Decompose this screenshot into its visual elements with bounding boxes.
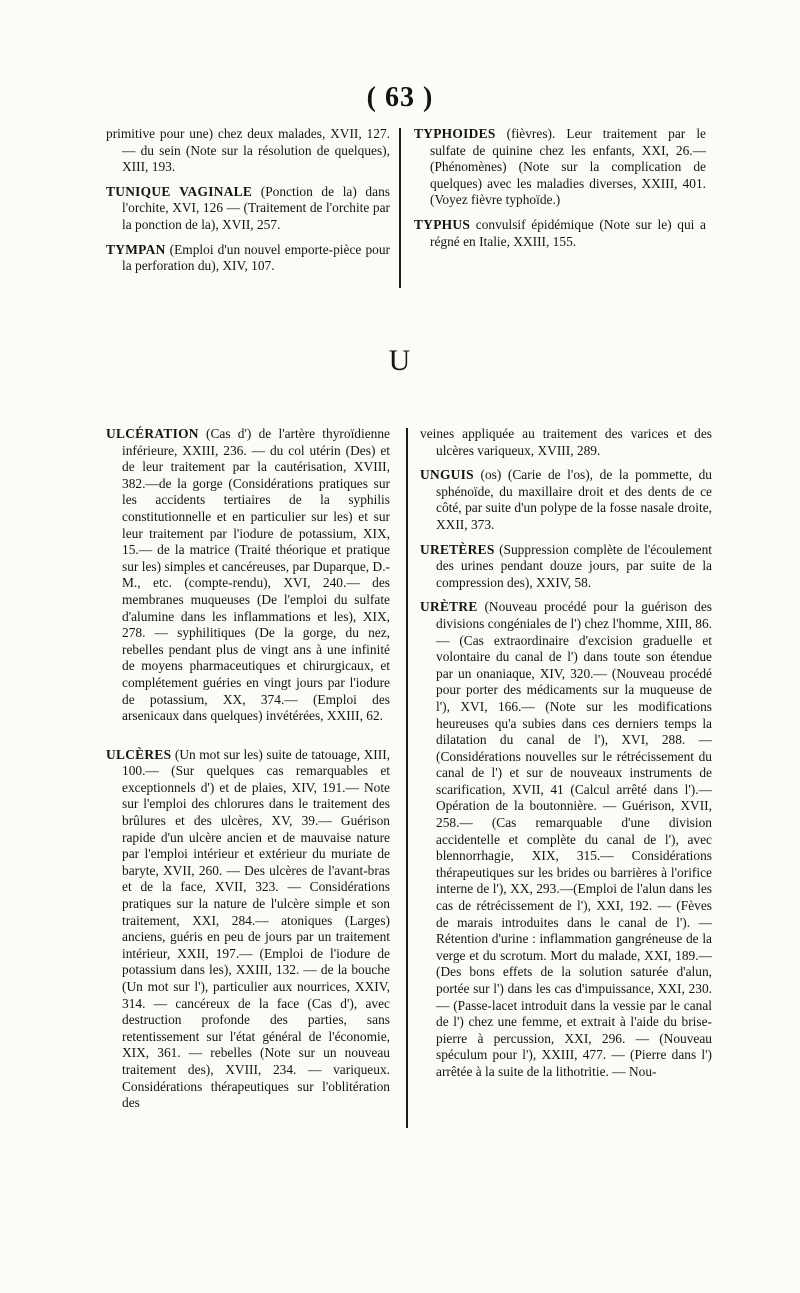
entry-text: (Un mot sur les) suite de tatouage, XIII, 100.— (Sur quelques cas remarquables et exceptionnels d') et de plaies, XIV, 191.— Note sur l'emploi des chlorures dans le traitement des brûlures et des ulcères, XV, 39.— Guérison rapide d'un ulcère ancien et de mauvaise nature par l'emploi intérieur et extérieur du muriate de baryte, XVII, 260. — Des ulcères de l'avant-bras et de la face, XVII, 323. — Considérations pratiques sur la nature de l'ulcère simple et son traitement, XXI, 284.— atoniques (Larges) anciens, guéris en peu de jours par un traitement intérieur, XXII, 197.— (Emploi de l'iodure de potassium dans les), XXIII, 132. — de la bouche (Un mot sur l'), particulier aux nourrices, XXIV, 314. — cancéreux de la face (Cas d'), avec destruction profonde des parties, sans retentissement sur l'état général de l'économie, XIX, 361. — rebelles (Note sur un nouveau traitement des), XVIII, 234. — variqueux. Considérations thérapeutiques sur l'oblitération des — [122, 746, 390, 1111]
bottom-left-column — [106, 426, 390, 1112]
entry-ulceres — [106, 747, 390, 1112]
top-right-column — [414, 126, 706, 250]
entry-text: convulsif épidémique (Note sur le) qui a régné en Italie, XXIII, 155. — [430, 216, 706, 249]
entry-text: (Suppression complète de l'écoulement des urines pendant douze jours, par suite de la compression des), XXIV, 58. — [436, 541, 712, 590]
entry-tunique-vaginale — [106, 184, 390, 234]
bottom-column-rule — [406, 428, 408, 1128]
entry-ureteres — [420, 542, 712, 592]
entry-text: (Cas d') de l'artère thyroïdienne inférieure, XXIII, 236. — du col utérin (Des) et de leur traitement par la cautérisation, XVIII, 382.—de la gorge (Considérations pratiques sur les accidents tertiaires de la syphilis constitutionnelle et en particulier sur les) et sur leur traitement par l'iodure de potassium, XIX, 15.— de la matrice (Traité théorique et pratique sur les) simples et cancéreuses, par Duparque, D.-M., etc. (compte-rendu), XVI, 240.— des membranes muqueuses (De l'emploi du sulfate d'alumine dans les inflammations et les), XIX, 278. — syphilitiques (De la gorge, du nez, rebelles pendant plus de vingt ans à une infinité de moyens pharmaceutiques et chirurgicaux, et complétement guéries en vingt jours par l'iodure de potassium, XX, 374.— (Emploi des arsenicaux dans quelques) invétérées, XXIII, 62. — [122, 426, 390, 724]
section-letter: U — [388, 344, 412, 377]
entry-text: veines appliquée au traitement des varices et des ulcères variqueux, XVIII, 289. — [420, 426, 712, 458]
entry-text: (Emploi d'un nouvel emporte-pièce pour la perforation du), XIV, 107. — [122, 241, 390, 274]
entry-head: ULCÈRES — [106, 746, 172, 762]
entry-ulceration — [106, 426, 390, 725]
entry-text: primitive pour une) chez deux malades, XVII, 127. — du sein (Note sur la résolution de quelques), XIII, 193. — [106, 126, 390, 175]
entry-uretre — [420, 599, 712, 1080]
entry-head: ULCÉRATION — [106, 426, 199, 441]
entry-head: TUNIQUE VAGINALE — [106, 183, 253, 199]
entry-unguis — [420, 467, 712, 533]
entry-typhoides — [414, 126, 706, 209]
entry-text: (Nouveau procédé pour la guérison des divisions congéniales de l') chez l'homme, XIII, 86. — (Cas extraordinaire d'excision graduelle et volontaire du canal de l') dans toute son étendue par un onaniaque, XIV, 320.— (Nouveau procédé pour porter des médicaments sur la muqueuse de l'), XVI, 166.— (Note sur les modifications heureuses qu'a subies dans ces derniers temps la dilatation du canal de l'), XVI, 288. — (Considérations nouvelles sur le rétrécissement du canal de l') et sur de nouveaux instruments de scarification, XVII, 41 (Calcul arrêté dans l').— Opération de la boutonnière. — Guérison, XVII, 258.— (Cas remarquable d'une division accidentelle et complète du canal de l'), avec blennorrhagie, XIX, 315.— Considérations thérapeutiques sur les brides ou barrières à l'orifice interne de l'), XX, 293.—(Emploi de l'alun dans les cas de rétrécissement de l'), XXI, 192. — (Fèves de marais introduites dans le canal de l'). — Rétention d'urine : inflammation gangréneuse de la verge et du scrotum. Mort du malade, XXI, 189.—(Des bons effets de la solution saturée d'alun, portée sur l') dans les cas d'impuissance, XXI, 230. — (Passe-lacet introduit dans la vessie par le canal de l') chez une femme, et extrait à l'aide du brise-pierre à percussion, XXI, 296. — (Nouveau spéculum pour l'), XXIII, 477. — (Pierre dans l') arrêtée à la suite de la lithotritie. — Nou- — [436, 599, 712, 1079]
entry-typhus — [414, 217, 706, 250]
entry-head: TYMPAN — [106, 241, 166, 257]
top-left-column — [106, 126, 390, 275]
entry-head: URETÈRES — [420, 541, 495, 557]
entry-head: TYPHUS — [414, 216, 471, 232]
entry-continuation — [106, 126, 390, 176]
top-column-rule — [399, 128, 401, 288]
entry-continuation — [420, 426, 712, 459]
entry-text: (Ponction de la) dans l'orchite, XVI, 126 — (Traitement de l'orchite par la ponction de la), XVII, 257. — [122, 183, 390, 232]
page-number: ( 63 ) — [366, 82, 434, 113]
entry-head: TYPHOIDES — [414, 126, 496, 141]
entry-head: UNGUIS — [420, 467, 474, 483]
entry-head: URÈTRE — [420, 599, 478, 615]
entry-tympan — [106, 242, 390, 275]
entry-text: (fièvres). Leur traitement par le sulfate de quinine chez les enfants, XXI, 26.—(Phénomènes) (Note sur la complication de quelques) avec les maladies diverses, XXIII, 401. (Voyez fièvre typhoïde.) — [430, 126, 706, 208]
entry-text: (os) (Carie de l'os), de la pommette, du sphénoïde, du maxillaire droit et des dents de ce côté, par suite d'un polype de la fosse nasale droite, XXII, 373. — [436, 467, 712, 532]
bottom-right-column — [420, 426, 712, 1081]
